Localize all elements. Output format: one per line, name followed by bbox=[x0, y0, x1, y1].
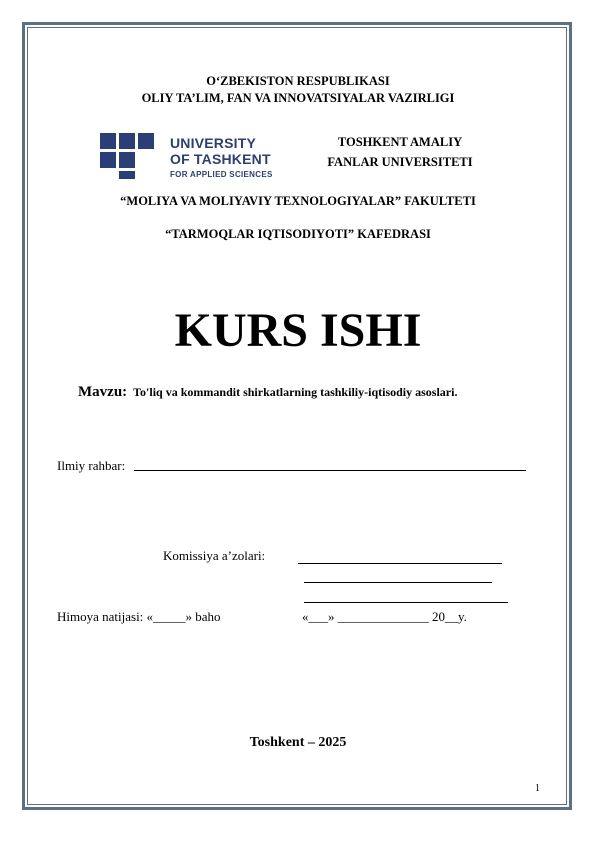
city-year: Toshkent – 2025 bbox=[249, 735, 347, 750]
commission-member-line-2 bbox=[304, 582, 492, 583]
page-number: 1 bbox=[535, 783, 540, 794]
commission-label: Komissiya a’zolari: bbox=[163, 548, 266, 563]
header-line-2: OLIY TA’LIM, FAN VA INNOVATSIYALAR VAZIRLIGI bbox=[141, 91, 455, 105]
supervisor-signature-line bbox=[134, 470, 526, 471]
commission-member-line-1 bbox=[298, 563, 502, 564]
topic-text: To'liq va kommandit shirkatlarning tashkiliy-iqtisodiy asoslari. bbox=[133, 385, 458, 399]
commission-member-line-3 bbox=[304, 602, 508, 603]
university-line-1: TOSHKENT AMALIY bbox=[337, 135, 463, 149]
document-title: KURS ISHI bbox=[174, 304, 422, 357]
defense-result: Himoya natijasi: «_____» baho bbox=[57, 609, 221, 624]
header-line-1: O‘ZBEKISTON RESPUBLIKASI bbox=[206, 74, 390, 88]
supervisor-label: Ilmiy rahbar: bbox=[57, 458, 126, 473]
topic-line bbox=[78, 384, 457, 401]
topic-label: Mavzu: bbox=[78, 384, 128, 400]
ministry-header bbox=[0, 73, 596, 107]
faculty-name: “MOLIYA VA MOLIYAVIY TEXNOLOGIYALAR” FAKULTETI bbox=[120, 194, 476, 208]
university-name bbox=[300, 132, 500, 172]
logo-text-of-tashkent: OF TASHKENT bbox=[170, 151, 271, 167]
logo-mark-icon bbox=[100, 133, 162, 179]
university-logo bbox=[100, 133, 273, 179]
logo-text-applied-sciences: FOR APPLIED SCIENCES bbox=[170, 170, 273, 178]
logo-text-university: UNIVERSITY bbox=[170, 135, 257, 151]
defense-date: «___» ______________ 20__y. bbox=[302, 609, 467, 624]
university-line-2: FANLAR UNIVERSITETI bbox=[327, 155, 473, 169]
department-name: “TARMOQLAR IQTISODIYOTI” KAFEDRASI bbox=[165, 227, 431, 241]
